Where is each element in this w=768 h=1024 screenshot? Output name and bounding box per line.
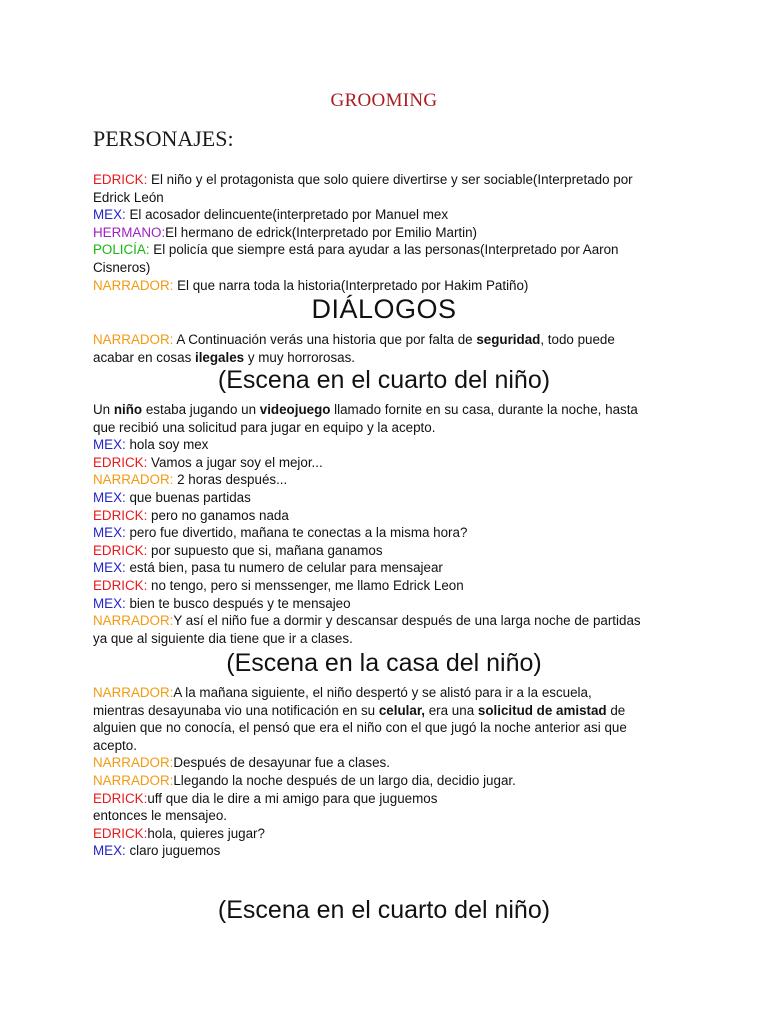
intro-line-2: [93, 349, 683, 367]
dialogue-text: pero fue divertido, mañana te conectas a la misma hora?: [125, 525, 468, 541]
intro-text: y muy horrorosas.: [244, 349, 356, 365]
intro-bold: ilegales: [194, 349, 245, 365]
cast-description: El acosador delincuente(interpretado por Manuel mex: [125, 207, 449, 223]
dialogue-text: uff que dia le dire a mi amigo para que juguemos: [147, 790, 438, 806]
cast-description: Edrick León: [93, 189, 164, 205]
scene-1-body: [93, 401, 683, 647]
dialogue-text: A la mañana siguiente, el niño despertó y se alistó para ir a la escuela,: [173, 685, 592, 700]
speaker-label: MEX:: [93, 525, 126, 541]
speaker-label: POLICÍA:: [93, 242, 150, 258]
intro-text: , todo puede: [540, 332, 615, 347]
speaker-label: MEX:: [93, 437, 126, 453]
speaker-label: MEX:: [93, 595, 126, 611]
speaker-label: EDRICK:: [93, 790, 148, 806]
scene-2-narrador-1-line-3: alguien que no conocía, el pensó que era el niño con el que jugó la noche anterior asi que: [93, 720, 627, 736]
cast-description: El niño y el protagonista que solo quiere divertirse y ser sociable(Interpretado por: [147, 172, 633, 187]
scene-2-edrick-2: [93, 825, 683, 843]
scene-1-closing-line-1: [93, 612, 683, 630]
scene-text: Un: [93, 402, 114, 417]
dialogue-bold: solicitud de amistad: [477, 702, 607, 718]
speaker-label: NARRADOR:: [93, 472, 174, 488]
scene-1-paragraph-line-2: que recibió una solicitud para jugar en equipo y la acepto.: [93, 419, 436, 435]
cast-description: El policía que siempre está para ayudar a las personas(Interpretado por Aaron: [149, 242, 619, 258]
scene-2-mex-1: [93, 842, 683, 860]
intro-paragraph: [93, 331, 683, 366]
cast-description: El que narra toda la historia(Interpretado por Hakim Patiño): [173, 277, 529, 293]
intro-bold: seguridad: [476, 332, 541, 347]
scene-3-heading: (Escena en el cuarto del niño): [217, 896, 551, 924]
speaker-label: MEX:: [93, 207, 126, 223]
speaker-label: NARRADOR:: [93, 332, 174, 347]
dialogue-text: bien te busco después y te mensajeo: [125, 595, 351, 611]
scene-2-body: [93, 684, 683, 860]
speaker-label: MEX:: [93, 489, 126, 505]
dialogue-line: [93, 559, 683, 577]
scene-1-closing-line-2: ya que al siguiente dia tiene que ir a clases.: [93, 630, 353, 646]
cast-entry-policia: [93, 241, 683, 259]
cast-entry-narrador: [93, 277, 683, 295]
cast-entry-hermano: [93, 224, 683, 242]
dialogue-line: [93, 436, 683, 454]
scene-text: llamado fornite en su casa, durante la noche, hasta: [330, 402, 638, 417]
dialogue-line: [93, 489, 683, 507]
scene-text: estaba jugando un: [142, 402, 260, 417]
speaker-label: EDRICK:: [93, 542, 148, 558]
speaker-label: EDRICK:: [93, 507, 148, 523]
scene-1-heading: (Escena en el cuarto del niño): [217, 366, 551, 394]
dialogue-line: [93, 577, 683, 595]
cast-entry-policia-cont: [93, 259, 683, 277]
dialogue-bold: celular,: [378, 702, 426, 718]
speaker-label: EDRICK:: [93, 454, 148, 470]
dialogue-text: mientras desayunaba vio una notificación en su: [93, 702, 379, 718]
scene-2-edrick-1-line-1: [93, 790, 683, 808]
dialogue-text: está bien, pasa tu numero de celular para mensajear: [125, 560, 443, 576]
dialogos-heading: DIÁLOGOS: [311, 294, 457, 324]
dialogue-text: por supuesto que si, mañana ganamos: [147, 542, 383, 558]
dialogue-text: pero no ganamos nada: [147, 507, 289, 523]
cast-description: Cisneros): [93, 259, 151, 275]
speaker-label: EDRICK:: [93, 825, 148, 841]
speaker-label: NARRADOR:: [93, 755, 174, 771]
speaker-label: EDRICK:: [93, 172, 148, 187]
speaker-label: NARRADOR:: [93, 772, 174, 788]
dialogue-line: [93, 595, 683, 613]
scene-2-narrador-1-line-1: [93, 684, 683, 702]
dialogue-text: claro juguemos: [125, 843, 221, 859]
dialogue-text: Llegando la noche después de un largo dia, decidio jugar.: [173, 772, 516, 788]
speaker-label: HERMANO:: [93, 224, 166, 240]
personajes-heading: PERSONAJES:: [93, 126, 234, 151]
speaker-label: NARRADOR:: [93, 277, 174, 293]
dialogue-line: [93, 471, 683, 489]
dialogue-text: de: [606, 702, 626, 718]
dialogue-line: [93, 454, 683, 472]
cast-description: El hermano de edrick(Interpretado por Emilio Martin): [165, 224, 478, 240]
dialogue-text: que buenas partidas: [125, 489, 251, 505]
speaker-label: MEX:: [93, 843, 126, 859]
dialogue-line: [93, 524, 683, 542]
dialogue-line: [93, 507, 683, 525]
dialogue-text: era una: [425, 702, 478, 718]
speaker-label: NARRADOR:: [93, 685, 174, 700]
scene-1-dialogue: [93, 436, 683, 612]
scene-2-heading: (Escena en la casa del niño): [226, 649, 542, 677]
scene-1-paragraph-line-1: [93, 401, 683, 419]
dialogue-text: no tengo, pero si menssenger, me llamo Edrick Leon: [147, 577, 464, 593]
cast-entry-mex: [93, 206, 683, 224]
intro-text: A Continuación verás una historia que por falta de: [173, 332, 477, 347]
intro-text: acabar en cosas: [93, 349, 195, 365]
dialogue-text: hola soy mex: [125, 437, 209, 453]
speaker-label: EDRICK:: [93, 577, 148, 593]
speaker-label: MEX:: [93, 560, 126, 576]
scene-2-narrador-1-line-2: [93, 702, 683, 720]
scene-2-narrador-3: [93, 772, 683, 790]
cast-entry-edrick: [93, 171, 683, 189]
dialogue-text: hola, quieres jugar?: [147, 825, 265, 841]
scene-bold: videojuego: [259, 402, 331, 417]
dialogue-line: [93, 542, 683, 560]
speaker-label: NARRADOR:: [93, 613, 174, 629]
dialogue-text: Después de desayunar fue a clases.: [173, 755, 390, 771]
dialogue-text: 2 horas después...: [173, 472, 288, 488]
scene-bold: niño: [113, 402, 143, 417]
scene-2-narrador-1-line-4: acepto.: [93, 737, 137, 753]
cast-list: [93, 171, 683, 294]
dialogue-text: Vamos a jugar soy el mejor...: [147, 454, 323, 470]
dialogue-text: Y así el niño fue a dormir y descansar después de una larga noche de partidas: [173, 613, 641, 629]
cast-entry-edrick-cont: [93, 189, 683, 207]
document-title: GROOMING: [330, 90, 438, 111]
scene-2-edrick-1-line-2: entonces le mensajeo.: [93, 808, 227, 824]
scene-2-narrador-2: [93, 754, 683, 772]
intro-line-1: [93, 331, 683, 349]
